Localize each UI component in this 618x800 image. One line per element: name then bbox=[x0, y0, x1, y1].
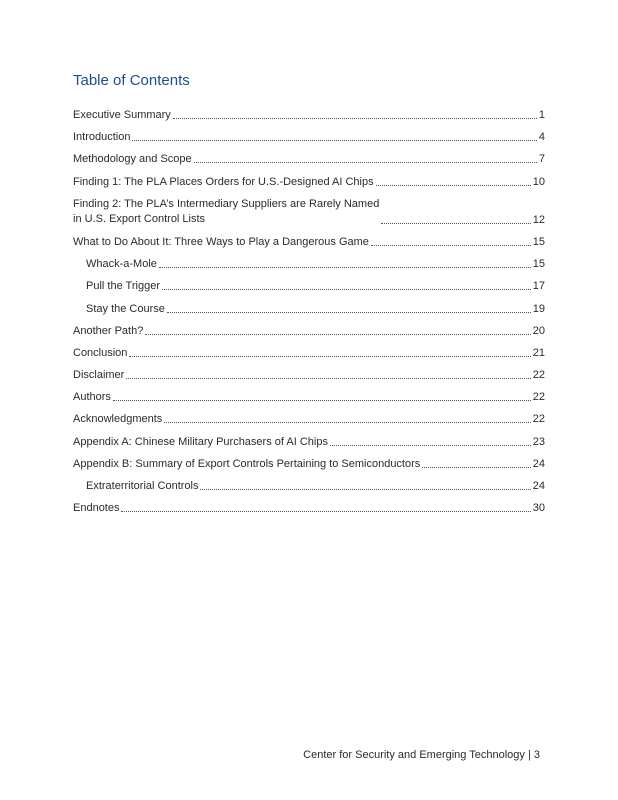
toc-entry-label: Acknowledgments bbox=[73, 413, 163, 426]
toc-page-number: 15 bbox=[532, 235, 545, 248]
toc-leader bbox=[132, 140, 536, 141]
toc-entry-label: Whack-a-Mole bbox=[86, 258, 157, 271]
toc-page-number: 15 bbox=[532, 258, 545, 271]
toc-page-number: 4 bbox=[538, 131, 545, 144]
toc-entry-label: Endnotes bbox=[73, 502, 120, 515]
toc-leader bbox=[121, 511, 530, 512]
toc-page-number: 12 bbox=[532, 213, 545, 226]
toc-page-number: 23 bbox=[532, 435, 545, 448]
toc-entry-label: Appendix B: Summary of Export Controls Pertaining to Semiconductors bbox=[73, 457, 421, 470]
toc-subentry[interactable] bbox=[73, 257, 545, 271]
toc-entry-label: Finding 2: The PLA’s Intermediary Suppliers are Rarely Named in U.S. Export Control Lists bbox=[73, 197, 380, 225]
toc-entry-label: Appendix A: Chinese Military Purchasers of AI Chips bbox=[73, 435, 328, 448]
toc-leader bbox=[145, 334, 530, 335]
toc-title: Table of Contents bbox=[73, 72, 190, 89]
toc-entry-label: Introduction bbox=[73, 131, 131, 144]
toc-leader bbox=[422, 467, 530, 468]
toc-entry[interactable] bbox=[73, 390, 545, 404]
toc-page-number: 24 bbox=[532, 480, 545, 492]
toc-page-number: 30 bbox=[532, 502, 545, 515]
toc-page-number: 17 bbox=[532, 280, 545, 293]
toc-leader bbox=[194, 162, 537, 163]
toc-page-number: 24 bbox=[532, 457, 545, 470]
toc-entry[interactable] bbox=[73, 412, 545, 426]
toc-page-number: 19 bbox=[532, 302, 545, 315]
toc-entry[interactable] bbox=[73, 130, 545, 144]
toc-leader bbox=[167, 312, 531, 313]
toc-entry-label: Methodology and Scope bbox=[73, 153, 192, 166]
toc-page-number: 7 bbox=[538, 153, 545, 166]
toc-leader bbox=[164, 422, 530, 423]
toc-entry[interactable] bbox=[73, 346, 545, 360]
toc-entry-label: Finding 1: The PLA Places Orders for U.S.-Designed AI Chips bbox=[73, 175, 374, 188]
toc-leader bbox=[381, 223, 530, 224]
toc-subentry[interactable] bbox=[73, 279, 545, 293]
toc-leader bbox=[376, 185, 531, 186]
toc-page-number: 22 bbox=[532, 369, 545, 382]
toc-leader bbox=[126, 378, 530, 379]
toc-entry-label: Authors bbox=[73, 391, 111, 404]
toc-leader bbox=[113, 400, 531, 401]
toc-leader bbox=[330, 445, 531, 446]
toc-page-number: 20 bbox=[532, 324, 545, 337]
toc-entry-label: Extraterritorial Controls bbox=[86, 480, 199, 492]
toc-leader bbox=[129, 356, 530, 357]
toc-entry-label: Stay the Course bbox=[86, 302, 165, 315]
toc-leader bbox=[200, 489, 530, 490]
toc-entry[interactable] bbox=[73, 368, 545, 382]
toc-entry[interactable] bbox=[73, 108, 545, 122]
toc-subentry[interactable] bbox=[73, 302, 545, 316]
page-footer: Center for Security and Emerging Technology | 3 bbox=[303, 749, 540, 761]
toc-page-number: 21 bbox=[532, 346, 545, 359]
toc-entry-label: Disclaimer bbox=[73, 369, 125, 382]
toc-entry-label: Executive Summary bbox=[73, 109, 171, 121]
toc-page-number: 22 bbox=[532, 413, 545, 426]
toc-leader bbox=[162, 289, 531, 290]
toc-entry-label: Conclusion bbox=[73, 346, 128, 359]
toc-leader bbox=[371, 245, 531, 246]
toc-page-number: 1 bbox=[538, 109, 545, 121]
toc-subentry[interactable] bbox=[73, 479, 545, 493]
toc-entry[interactable] bbox=[73, 197, 545, 227]
toc-entry[interactable] bbox=[73, 175, 545, 189]
toc-leader bbox=[173, 118, 537, 119]
toc-entry[interactable] bbox=[73, 435, 545, 449]
toc-leader bbox=[159, 267, 531, 268]
toc-page-number: 10 bbox=[532, 175, 545, 188]
toc-entry[interactable] bbox=[73, 501, 545, 515]
toc-entry[interactable] bbox=[73, 324, 545, 338]
toc-entry[interactable] bbox=[73, 457, 545, 471]
toc-page-number: 22 bbox=[532, 391, 545, 404]
toc-entry[interactable] bbox=[73, 152, 545, 166]
toc-entry-label: Pull the Trigger bbox=[86, 280, 160, 293]
toc-entry-label: Another Path? bbox=[73, 324, 144, 337]
toc-list bbox=[73, 108, 545, 523]
toc-entry[interactable] bbox=[73, 235, 545, 249]
toc-entry-label: What to Do About It: Three Ways to Play a Dangerous Game bbox=[73, 235, 369, 248]
